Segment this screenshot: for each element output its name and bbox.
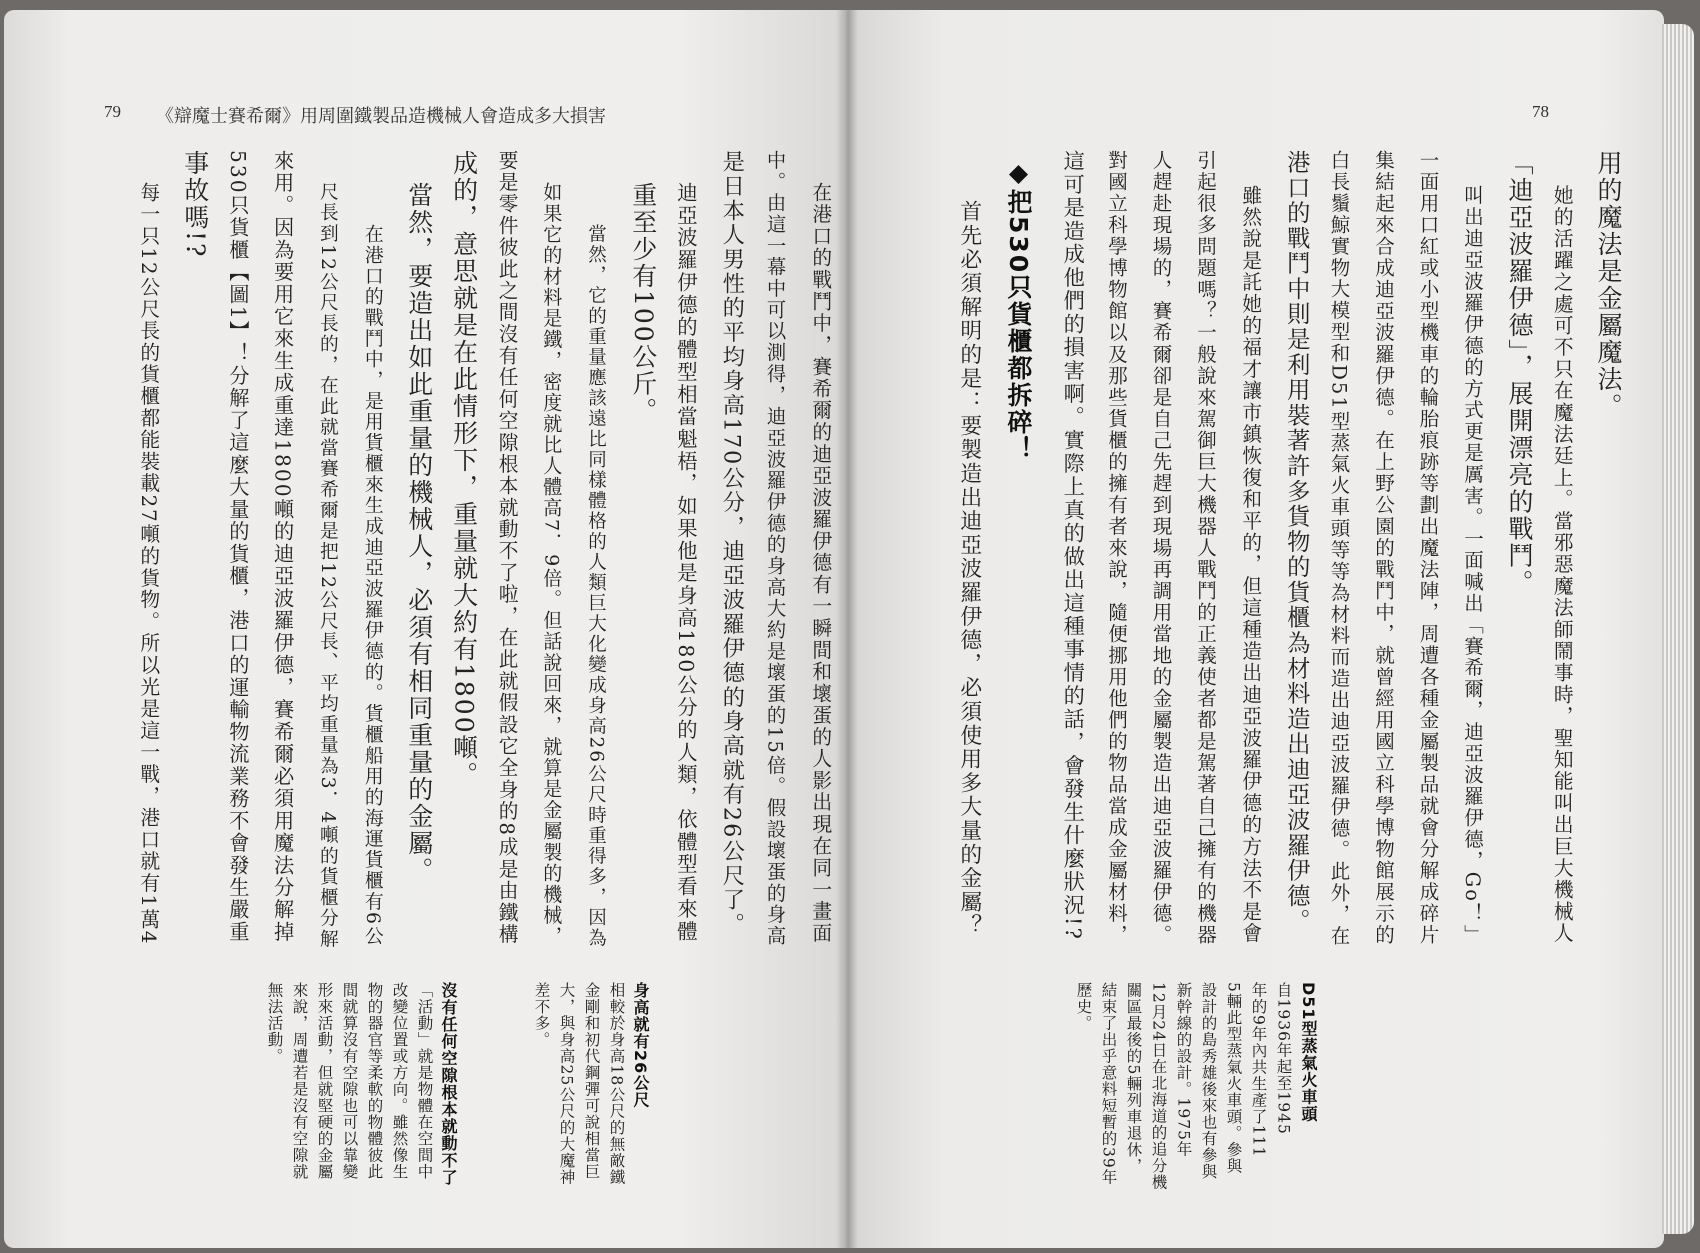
body-line: 迪亞波羅伊德的體型相當魁梧，如果他是身高180公分的人類，依體型看來體 <box>673 182 698 943</box>
section-heading: ◆把530只貨櫃都拆碎！ <box>1004 158 1033 464</box>
body-line: 530只貨櫃【圖1】！分解了這麼大量的貨櫃，港口的運輸物流業務不會發生嚴重 <box>225 150 250 944</box>
note-gap-title: 沒有任何空隙根本就動不了 <box>439 982 458 1186</box>
body-line: 對國立科學博物館以及那些貨櫃的擁有者來說，隨便挪用他們的物品當成金屬材料， <box>1105 150 1129 946</box>
note-d51-title: D51型蒸氣火車頭 <box>1299 982 1318 1123</box>
body-line: 如果它的材料是鐵，密度就比人體高7．9倍。但話說回來，就算是金屬製的機械， <box>540 182 563 948</box>
body-line: 中。由這一幕中可以測得，迪亞波羅伊德的身高大約是壞蛋的15倍。假設壞蛋的身高 <box>763 150 787 947</box>
body-line: 成的，意思就是在此情形下，重量就大約有1800噸。 <box>449 150 479 789</box>
note-line: 相較於身高18公尺的無敵鐵 <box>607 982 626 1186</box>
note-line: 大，與身高25公尺的大魔神 <box>557 982 576 1186</box>
note-line: 5輛此型蒸氣火車頭。參與 <box>1224 982 1243 1175</box>
body-line: 「迪亞波羅伊德」，展開漂亮的戰鬥。 <box>1505 150 1534 597</box>
running-header: 《辯魔士賽希爾》用周圍鐵製品造機械人會造成多大損害 <box>156 106 606 126</box>
page-edges <box>1662 24 1694 1234</box>
right-page-number: 78 <box>1532 102 1549 121</box>
body-line: 事故嗎!? <box>180 150 210 259</box>
note-line: 間就算沒有空隙也可以靠變 <box>340 982 359 1180</box>
body-line: 集結起來合成迪亞波羅伊德。在上野公園的戰鬥中，就曾經用國立科學博物館展示的 <box>1372 150 1396 946</box>
body-line: 一面用口紅或小型機車的輪胎痕跡等劃出魔法陣，周遭各種金屬製品就會分解成碎片 <box>1416 150 1440 946</box>
note-line: 來說，周遭若是沒有空隙就 <box>290 982 309 1180</box>
note-line: 設計的島秀雄後來也有參與 <box>1199 982 1218 1180</box>
body-line: 尺長到12公尺長的，在此就當賽希爾是把12公尺長、平均重量為3．4噸的貨櫃分解 <box>316 182 338 950</box>
note-line: 無法活動。 <box>265 982 284 1065</box>
body-line: 用的魔法是金屬魔法。 <box>1594 150 1623 420</box>
note-line: 新幹線的設計。1975年 <box>1174 982 1193 1158</box>
book-gutter <box>836 10 858 1248</box>
body-line: 這可是造成他們的損害啊。實際上真的做出這種事情的話，會發生什麼狀況!? <box>1060 150 1086 941</box>
note-line: 年的9年內共生產了111 <box>1249 982 1268 1158</box>
note-line: 差不多。 <box>532 982 551 1048</box>
note-line: 金剛和初代鋼彈可說相當巨 <box>582 982 601 1180</box>
body-line: 叫出迪亞波羅伊德的方式更是厲害。一面喊出「賽希爾，迪亞波羅伊德，Go！」 <box>1460 185 1484 946</box>
body-line: 是日本人男性的平均身高170公分，迪亞波羅伊德的身高就有26公尺了。 <box>718 150 745 937</box>
note-line: 歷史。 <box>1074 982 1093 1032</box>
body-line: 在港口的戰鬥中，是用貨櫃來生成迪亞波羅伊德的。貨櫃船用的海運貨櫃有6公 <box>361 224 383 947</box>
body-line: 要是零件彼此之間沒有任何空隙根本就動不了啦，在此就假設它全身的8成是由鐵構 <box>495 150 519 946</box>
note-line: 形來活動，但就堅硬的金屬 <box>315 982 334 1180</box>
body-line: 她的活躍之處可不只在魔法廷上。當邪惡魔法師鬧事時，聖知能叫出巨大機械人 <box>1550 185 1574 945</box>
note-line: 物的器官等柔軟的物體彼此 <box>365 982 384 1180</box>
body-line: 港口的戰鬥中則是利用裝著許多貨物的貨櫃為材料造出迪亞波羅伊德。 <box>1282 150 1310 934</box>
body-line: 當然，要造出如此重量的機械人，必須有相同重量的金屬。 <box>404 182 434 884</box>
body-line: 人趕赴現場的，賽希爾卻是自己先趕到現場再調用當地的金屬製造出迪亞波羅伊德。 <box>1149 150 1173 946</box>
note-line: 12月24日在北海道的追分機 <box>1149 982 1168 1191</box>
body-line: 來用。因為要用它來生成重達1800噸的迪亞波羅伊德，賽希爾必須用魔法分解掉 <box>270 150 295 944</box>
note-line: 自1936年起至1945 <box>1274 982 1293 1135</box>
left-page-number: 79 <box>104 102 121 121</box>
body-line: 當然，它的重量應該遠比同樣體格的人類巨大化變成身高26公尺時重得多，因為 <box>585 224 607 949</box>
note-line: 「活動」就是物體在空間中 <box>415 982 434 1180</box>
body-line: 白長鬚鯨實物大模型和D51型蒸氣火車頭等等為材料而造出迪亞波羅伊德。此外，在 <box>1327 150 1351 947</box>
body-line: 重至少有100公斤。 <box>628 182 658 425</box>
body-line: 引起很多問題嗎？一般說來駕御巨大機器人戰鬥的正義使者都是駕著自己擁有的機器 <box>1194 150 1218 946</box>
body-line: 雖然說是託她的福才讓市鎮恢復和平的，但這種造出迪亞波羅伊德的方法不是會 <box>1238 185 1262 945</box>
note-line: 關區最後的5輛列車退休， <box>1124 982 1143 1175</box>
note-line: 改變位置或方向。雖然像生 <box>390 982 409 1180</box>
section-line: 首先必須解明的是：要製造出迪亞波羅伊德，必須使用多大量的金屬？ <box>956 200 982 938</box>
body-line: 每一只12公尺長的貨櫃都能裝載27噸的貨物。所以光是這一戰，港口就有1萬4 <box>136 182 160 946</box>
body-line: 在港口的戰鬥中，賽希爾的迪亞波羅伊德有一瞬間和壞蛋的人影出現在同一畫面 <box>808 182 832 945</box>
note-line: 結束了出乎意料短暫的39年 <box>1099 982 1118 1186</box>
note-height-title: 身高就有26公尺 <box>631 982 650 1109</box>
